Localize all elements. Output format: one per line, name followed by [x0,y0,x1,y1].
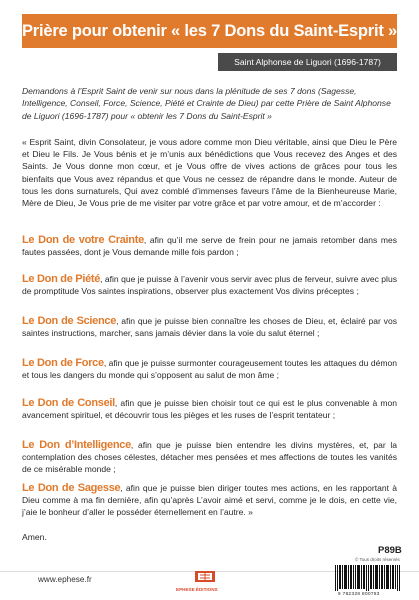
publisher-name: EPHESE ÉDITIONS [176,587,218,592]
gift-paragraph-crainte [22,234,397,258]
author-banner [218,53,397,71]
barcode-number: 9 782328 800783 [338,591,380,596]
gift-paragraph-sagesse [22,482,397,519]
gift-paragraph-science [22,315,397,339]
intro-paragraph: Demandons à l’Esprit Saint de venir sur nous dans la plénitude de ses 7 dons (Sagesse, Intelligence, Conseil, Force, Science, Piété et Crainte de Dieu) par cette Prière de Saint Alphonse de Liguori (1696-1787) pour « obtenir les 7 Dons du Saint-Esprit » [22,86,391,121]
gift-label: Le Don de Conseil [22,397,115,409]
gift-text: , afin qu’il me serve de frein pour ne jamais retomber dans mes fautes passées, dont je Vous demande mille fois pardon ; [22,235,398,258]
gift-label: Le Don de Piété [22,273,101,285]
gift-paragraph-piete [22,273,397,297]
publisher-logo [176,569,238,595]
author-name: Saint Alphonse de Liguori (1696-1787) [234,57,381,67]
gift-label: Le Don d’Intelligence [22,439,131,451]
amen-text: Amen. [22,532,47,542]
website-link[interactable]: www.ephese.fr [38,575,92,584]
product-code: P89B [378,545,402,556]
gift-label: Le Don de Force [22,357,104,369]
publisher-logo-icon [194,569,216,585]
gift-text: , afin que je puisse bien choisir tout ce qui est le plus convenable à mon avancement spirituel, et découvrir tous les pièges et les ruses de l’esprit tentateur ; [22,398,397,421]
gift-paragraph-intelligence [22,439,397,476]
opening-paragraph: « Esprit Saint, divin Consolateur, je vous adore comme mon Dieu véritable, ainsi que Dieu le Père et Dieu le Fils. Je Vous bénis et je m’unis aux bénédictions que Vous recevez des Anges et des Saints. Je Vous donne mon cœur, et je Vous offre de vives actions de grâces pour tous les bienfaits que Vous avez répandus et que Vous ne cessez de répandre dans le monde. Auteur de tous les dons surnaturels, Qui avez comblé d’immenses faveurs l’âme de la Bienheureuse Marie, Mère de Dieu, Je Vous prie de me visiter par votre grâce et par votre amour, et de m’accorder : [22,137,397,209]
gift-paragraph-conseil [22,397,397,421]
gift-text: , afin que je puisse surmonter courageusement toutes les attaques du démon et tous les dangers du monde qui s’opposent au salut de mon âme ; [22,358,397,381]
gift-label: Le Don de Science [22,315,117,327]
title-banner [22,14,397,48]
page-title: Prière pour obtenir « les 7 Dons du Saint-Esprit » [21,21,398,40]
gift-text: , afin que je puisse bien diriger toutes mes actions, en les rapportant à Dieu comme à ma fin dernière, afin qu’après L’avoir aimé et servi, comme je le dois, en cette vie, j’aie le bonheur d’aller le posséder éternellement en l’autre. » [22,483,397,518]
gift-text: , afin que je puisse bien connaître les choses de Dieu, et, éclairé par vos saintes instructions, marcher, sans jamais dévier dans la voie du salut éternel ; [22,316,397,339]
gift-text: , afin que je puisse à l’avenir vous servir avec plus de ferveur, suivre avec plus de promptitude Vos saintes inspirations, observer plus exactement Vos divins préceptes ; [22,274,397,297]
barcode-icon [335,565,401,591]
gift-paragraph-force [22,357,397,381]
rights-notice: © Tous droits réservés [355,557,400,562]
gift-label: Le Don de votre Crainte [22,234,144,246]
gift-text: , afin que je puisse bien entendre les divins mystères, et, par la contemplation des choses célestes, détacher mes pensées et mes affections de toutes les vanités de ce misérable monde ; [22,440,397,475]
gift-label: Le Don de Sagesse [22,482,121,494]
